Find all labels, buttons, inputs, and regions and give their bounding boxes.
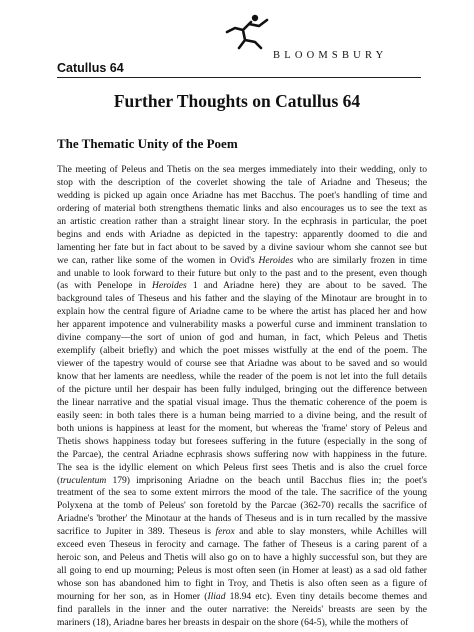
body-line-part: 179) imprisoning Ariadne on the beach until Bacchus flies in; the poet's (106, 474, 427, 486)
page-title: Further Thoughts on Catullus 64 (113, 91, 361, 111)
body-line-part: sacrifice to Jupiter in 389. Theseus is (57, 526, 216, 538)
italic-term: ferox (215, 526, 235, 538)
body-line-part: 1 and Ariadne here) they are about to be saved. The (186, 280, 427, 292)
body-line: explain how the central figure of Ariadne came to be where the artist has placed her and how (57, 306, 427, 318)
body-line: wedding is picked up again once Ariadne has met Bacchus. The poet's handling of time and (57, 189, 427, 201)
body-line: Thetis shows happiness today but foresees suffering in the future (especially in the song of (57, 435, 427, 447)
body-line: The meeting of Peleus and Thetis on the sea merges immediately into their wedding, only to (57, 164, 427, 175)
body-line: the linear narrative and the spatial visual image. Thus the thematic coherence of the poem is (57, 396, 427, 408)
body-line: begins and ends with Ariadne as depicted in the tapestry: apparently doomed to die and (57, 228, 427, 240)
body-line: divine company—the sort of union of god and human, in fact, which Peleus and Thetis (57, 332, 427, 344)
body-line (57, 280, 427, 293)
body-line-part: ( (57, 474, 61, 486)
body-line: heroic son, and Peleus and Thetis will also go on to have a highly successful son, but they are (57, 552, 427, 564)
series-label: Catullus 64 (57, 61, 124, 75)
header-divider (57, 77, 421, 78)
body-line: the Parcae), the central Ariadne ecphrasis shows suffering now with happiness in the future. (57, 448, 427, 460)
body-line (57, 526, 427, 539)
italic-title: Heroides (258, 254, 294, 266)
body-line: all going to end up mourning; Peleus is most often seen (in Homer at least) as a sad old father (57, 565, 427, 577)
body-line: background tales of Theseus and his father and the slaying of the Minotaur are brought in to (57, 293, 427, 305)
running-figure-icon (215, 12, 271, 52)
body-line (57, 255, 427, 268)
publisher-name: BLOOMSBURY (273, 50, 388, 61)
body-line: Ariadne's 'brother' the Minotaur at the hands of Theseus and is in turn recalled by the massive (57, 513, 427, 525)
body-line-part: 18.94 etc). Even tiny details become themes and (225, 590, 427, 602)
body-line-part: who are similarly frozen in time (293, 254, 427, 266)
body-line: The sea is the idyllic element on which Peleus first sees Thetis and is also the cruel force (57, 461, 427, 473)
publisher-logo (215, 12, 435, 68)
body-line: know that her laments are needless, while the reader of the poem is not let into the full details (57, 371, 427, 382)
body-line: ordering of material both strengthens thematic links and also encourages us to see the text as (57, 202, 427, 214)
body-line-part: (as with Penelope in (57, 280, 153, 292)
body-line: exceed even Theseus in ferocity and carnage. The father of Theseus is a caring parent of a (57, 539, 427, 551)
body-line: mariners (18), Ariadne bares her breasts in despair on the shore (64-5), while the mothers of (57, 616, 409, 628)
body-line-part: mourning for her son, as in Homer ( (57, 590, 208, 602)
body-line: whose son has abandoned him to fight in Troy, and Thetis is also often seen as a figure of (57, 578, 427, 589)
italic-title: Heroides (152, 280, 187, 292)
body-text (57, 164, 427, 630)
body-line: easily seen: in both tales there is a human being married to a divine being, and the result of (57, 409, 427, 421)
body-line-part: we can, rather like some of the women in Ovid's (57, 254, 259, 266)
body-line-part: and able to slay monsters, while Achilles will (234, 526, 427, 538)
body-line: an artistic creation rather than a straight linear story. In the ecphrasis in particular, the poet (57, 215, 427, 227)
body-line: exemplify (albeit briefly) and which the poet misses wistfully at the end of the poem. The (57, 345, 427, 357)
italic-title: Iliad (207, 590, 226, 602)
section-heading: The Thematic Unity of the Poem (57, 136, 238, 151)
body-line: stop with the description of the coverlet showing the tale of Ariadne and Theseus; the (57, 176, 427, 188)
body-line: treatment of the sea to some extent mirrors the mood of the tale. The sacrifice of the young (57, 487, 427, 499)
body-line: Polyxena at the tomb of Peleus' son foretold by the Parcae (362-70) recalls the sacrifice of (57, 500, 427, 512)
body-line: find parallels in the inner and the outer narrative: the Nereids' breasts are seen by the (57, 603, 427, 615)
body-line (57, 475, 427, 488)
body-line: viewer of the tapestry would of course see that Ariadne was about to be saved and so would (57, 358, 427, 370)
body-line: and unable to look forward to their future but only to the past and to the present, even though (57, 267, 427, 279)
body-line: of the picture until her despair has been fully indulged, bringing out the difference between (57, 383, 427, 395)
body-line (57, 591, 427, 604)
body-line: both unions is happiness at least for the moment, but whereas the 'frame' story of Peleus and (57, 422, 427, 434)
body-line: her apparent impotence and vulnerability masks a powerful curse and imminent translation to (57, 319, 427, 331)
italic-term: truculentum (60, 474, 107, 486)
body-line: lamenting her fate but in fact about to be saved by a divine saviour whom she cannot see but (57, 241, 427, 253)
